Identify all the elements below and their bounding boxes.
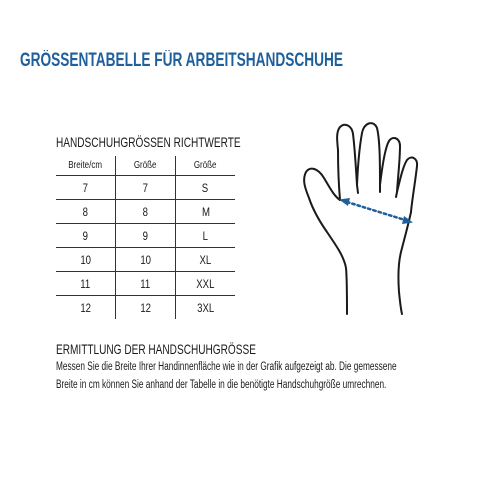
table-row xyxy=(56,176,235,200)
cell-width: 7 xyxy=(56,176,116,200)
header-breite: Breite/cm xyxy=(56,156,116,176)
cell-size-number: 7 xyxy=(116,176,176,200)
cell-size-number: 8 xyxy=(116,200,176,224)
page-title: GRÖSSENTABELLE FÜR ARBEITSHANDSCHUHE xyxy=(20,50,344,71)
table-row xyxy=(56,224,235,248)
cell-width: 8 xyxy=(56,200,116,224)
table-title: HANDSCHUHGRÖSSEN RICHTWERTE xyxy=(56,134,241,150)
hand-outline-icon xyxy=(290,116,440,316)
table-row xyxy=(56,200,235,224)
table-header-row xyxy=(56,156,235,176)
table-row xyxy=(56,248,235,272)
cell-size-number: 12 xyxy=(116,296,176,320)
cell-size-number: 11 xyxy=(116,272,176,296)
cell-size-letter: XL xyxy=(176,248,236,272)
description-line-2: Breite in cm können Sie anhand der Tabelle in die benötigte Handschuhgröße umrechnen. xyxy=(56,378,387,391)
cell-size-letter: XXL xyxy=(176,272,236,296)
cell-width: 10 xyxy=(56,248,116,272)
header-groesse-letter: Größe xyxy=(176,156,236,176)
cell-width: 11 xyxy=(56,272,116,296)
header-groesse-numeric: Größe xyxy=(116,156,176,176)
size-table xyxy=(56,156,235,319)
table-row xyxy=(56,296,235,320)
cell-size-letter: M xyxy=(176,200,236,224)
cell-width: 9 xyxy=(56,224,116,248)
double-arrow-icon xyxy=(339,198,413,224)
cell-size-letter: 3XL xyxy=(196,300,215,315)
cell-size-letter: L xyxy=(176,224,236,248)
cell-size-number: 10 xyxy=(116,248,176,272)
description-line-1: Messen Sie die Breite Ihrer Handinnenfläche wie in der Grafik aufgezeigt ab. Die gemessene xyxy=(56,361,397,373)
cell-size-letter: S xyxy=(176,176,236,200)
cell-size-number: 9 xyxy=(116,224,176,248)
description-text xyxy=(56,359,450,394)
section-heading: ERMITTLUNG DER HANDSCHUHGRÖSSE xyxy=(56,341,256,357)
cell-width: 12 xyxy=(56,296,116,320)
table-row xyxy=(56,272,235,296)
